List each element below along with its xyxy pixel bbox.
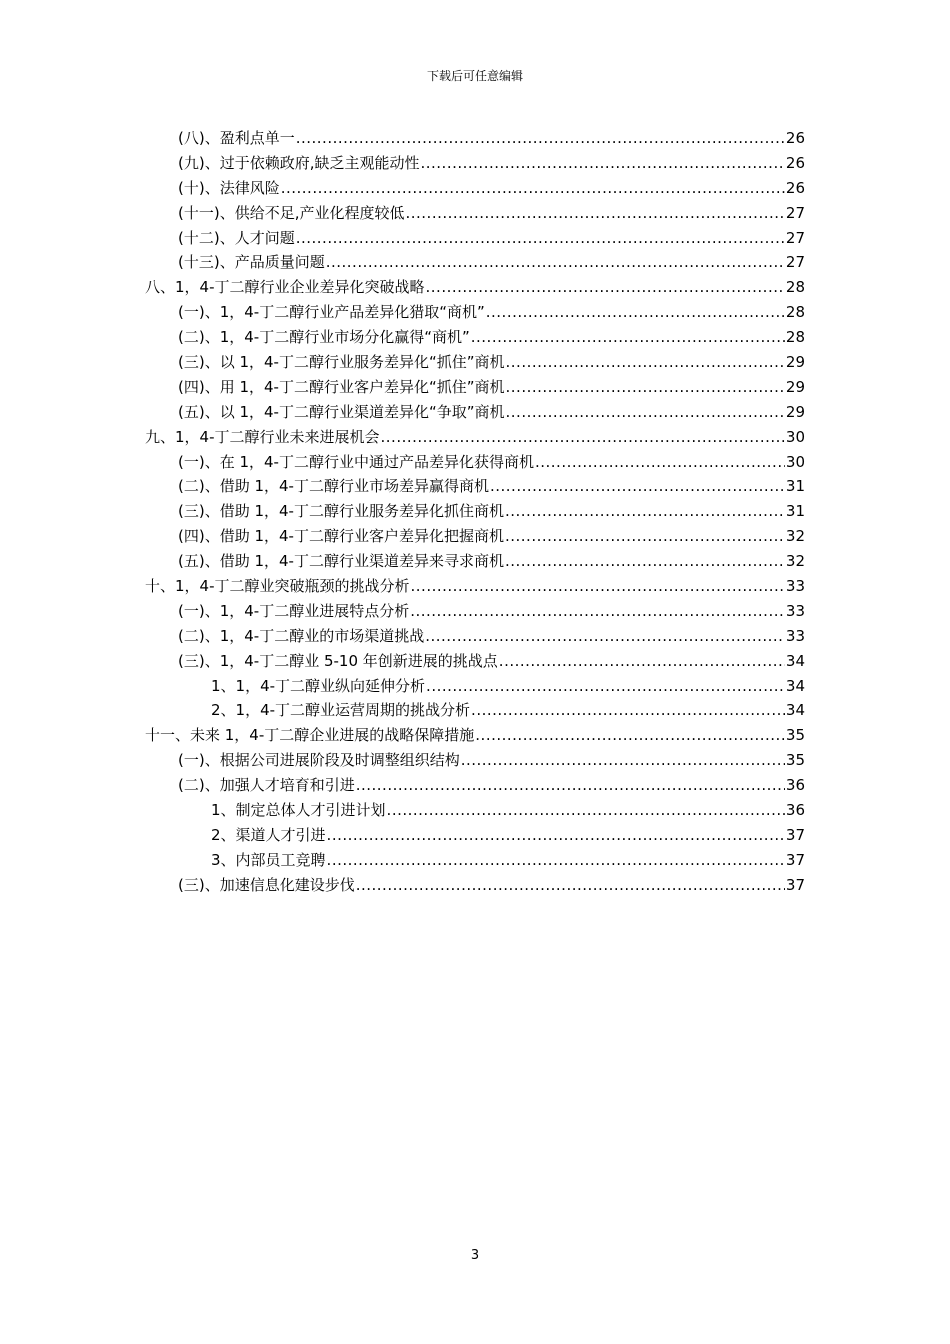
- toc-entry-page: 32: [785, 527, 805, 546]
- toc-entry[interactable]: [145, 798, 805, 823]
- toc-leader-dots: [420, 151, 784, 176]
- toc-entry-title: (十一)、供给不足,产业化程度较低: [178, 203, 405, 222]
- toc-entry[interactable]: [145, 599, 805, 624]
- toc-entry-page: 28: [785, 303, 805, 322]
- toc-entry[interactable]: [145, 649, 805, 674]
- toc-entry-title: 十、1，4-丁二醇业突破瓶颈的挑战分析: [145, 577, 410, 596]
- toc-entry[interactable]: [145, 350, 805, 375]
- toc-leader-dots: [387, 798, 785, 823]
- toc-entry-page: 31: [785, 502, 805, 521]
- toc-leader-dots: [281, 176, 785, 201]
- toc-entry[interactable]: [145, 474, 805, 499]
- toc-entry[interactable]: [145, 499, 805, 524]
- toc-entry-title: 2、渠道人才引进: [211, 825, 326, 844]
- toc-leader-dots: [296, 226, 785, 251]
- toc-leader-dots: [326, 250, 785, 275]
- toc-leader-dots: [405, 201, 784, 226]
- toc-entry-page: 29: [785, 377, 805, 396]
- toc-entry[interactable]: [145, 176, 805, 201]
- toc-leader-dots: [505, 499, 785, 524]
- toc-entry[interactable]: [145, 624, 805, 649]
- toc-entry-page: 37: [785, 850, 805, 869]
- toc-entry-page: 36: [785, 776, 805, 795]
- toc-leader-dots: [471, 325, 785, 350]
- toc-leader-dots: [461, 748, 785, 773]
- toc-leader-dots: [356, 873, 785, 898]
- toc-entry-title: (三)、以 1，4-丁二醇行业服务差异化“抓住”商机: [178, 353, 505, 372]
- toc-entry-title: (九)、过于依赖政府,缺乏主观能动性: [178, 153, 420, 172]
- toc-entry[interactable]: [145, 250, 805, 275]
- toc-entry[interactable]: [145, 300, 805, 325]
- toc-entry-title: (五)、借助 1，4-丁二醇行业渠道差异来寻求商机: [178, 552, 504, 571]
- toc-entry-title: (一)、根据公司进展阶段及时调整组织结构: [178, 751, 460, 770]
- toc-leader-dots: [506, 400, 785, 425]
- toc-entry-page: 26: [785, 153, 805, 172]
- toc-entry[interactable]: [145, 698, 805, 723]
- toc-entry-page: 33: [785, 626, 805, 645]
- toc-leader-dots: [381, 425, 785, 450]
- toc-entry-page: 26: [785, 178, 805, 197]
- toc-entry[interactable]: [145, 574, 805, 599]
- toc-entry[interactable]: [145, 848, 805, 873]
- toc-leader-dots: [296, 126, 785, 151]
- toc-entry-title: (四)、借助 1，4-丁二醇行业客户差异化把握商机: [178, 527, 504, 546]
- toc-entry[interactable]: [145, 201, 805, 226]
- toc-entry-page: 35: [785, 726, 805, 745]
- toc-entry[interactable]: [145, 226, 805, 251]
- toc-leader-dots: [426, 275, 785, 300]
- toc-entry-page: 26: [785, 129, 805, 147]
- toc-entry[interactable]: [145, 748, 805, 773]
- page-number: 3: [470, 1248, 480, 1263]
- toc-entry[interactable]: [145, 524, 805, 549]
- toc-entry-page: 32: [785, 552, 805, 571]
- toc-entry-title: 十一、未来 1，4-丁二醇企业进展的战略保障措施: [145, 726, 475, 745]
- toc-leader-dots: [499, 649, 785, 674]
- toc-entry[interactable]: [145, 375, 805, 400]
- toc-entry[interactable]: [145, 549, 805, 574]
- toc-entry[interactable]: [145, 325, 805, 350]
- toc-entry-page: 37: [785, 875, 805, 894]
- toc-entry-title: (十二)、人才问题: [178, 228, 295, 247]
- toc-entry-page: 30: [785, 452, 805, 471]
- toc-entry[interactable]: [145, 425, 805, 450]
- toc-leader-dots: [506, 375, 785, 400]
- toc-entry[interactable]: [145, 773, 805, 798]
- toc-entry-title: (一)、在 1，4-丁二醇行业中通过产品差异化获得商机: [178, 452, 534, 471]
- toc-entry-title: (一)、1，4-丁二醇业进展特点分析: [178, 601, 410, 620]
- toc-entry[interactable]: [145, 275, 805, 300]
- toc-leader-dots: [426, 674, 785, 699]
- toc-entry-title: (五)、以 1，4-丁二醇行业渠道差异化“争取”商机: [178, 402, 505, 421]
- toc-entry-title: (四)、用 1，4-丁二醇行业客户差异化“抓住”商机: [178, 377, 505, 396]
- toc-entry-title: 3、内部员工竞聘: [211, 850, 326, 869]
- table-of-contents: [145, 126, 805, 898]
- toc-entry-title: (十三)、产品质量问题: [178, 253, 325, 272]
- toc-entry-page: 27: [785, 203, 805, 222]
- toc-entry[interactable]: [145, 151, 805, 176]
- toc-entry-title: (三)、借助 1，4-丁二醇行业服务差异化抓住商机: [178, 502, 504, 521]
- toc-entry-page: 37: [785, 825, 805, 844]
- toc-leader-dots: [505, 524, 785, 549]
- toc-entry[interactable]: [145, 400, 805, 425]
- toc-entry-title: (一)、1，4-丁二醇行业产品差异化猎取“商机”: [178, 303, 485, 322]
- page-header: 下载后可任意编辑: [426, 69, 523, 83]
- toc-leader-dots: [490, 474, 785, 499]
- toc-entry-title: (三)、1，4-丁二醇业 5-10 年创新进展的挑战点: [178, 651, 498, 670]
- toc-entry[interactable]: [145, 723, 805, 748]
- toc-entry[interactable]: [145, 126, 805, 151]
- toc-leader-dots: [535, 450, 785, 475]
- toc-entry-title: (三)、加速信息化建设步伐: [178, 875, 355, 894]
- toc-entry-title: (八)、盈利点单一: [178, 129, 295, 147]
- toc-entry-page: 27: [785, 253, 805, 272]
- toc-leader-dots: [505, 549, 785, 574]
- toc-leader-dots: [410, 599, 785, 624]
- toc-entry-title: (二)、1，4-丁二醇行业市场分化赢得“商机”: [178, 328, 470, 347]
- toc-entry-title: (二)、加强人才培育和引进: [178, 776, 355, 795]
- toc-leader-dots: [471, 698, 785, 723]
- toc-leader-dots: [486, 300, 785, 325]
- toc-leader-dots: [425, 624, 785, 649]
- toc-entry-page: 34: [785, 701, 805, 720]
- toc-entry-page: 35: [785, 751, 805, 770]
- toc-entry-title: 1、1，4-丁二醇业纵向延伸分析: [211, 676, 426, 695]
- toc-leader-dots: [411, 574, 785, 599]
- toc-leader-dots: [506, 350, 785, 375]
- toc-entry-page: 30: [785, 427, 805, 446]
- toc-entry[interactable]: [145, 450, 805, 475]
- toc-entry-page: 27: [785, 228, 805, 247]
- toc-entry-page: 36: [785, 801, 805, 820]
- toc-entry-title: 2、1，4-丁二醇业运营周期的挑战分析: [211, 701, 471, 720]
- toc-leader-dots: [327, 848, 785, 873]
- toc-entry-page: 28: [785, 328, 805, 347]
- toc-entry[interactable]: [145, 823, 805, 848]
- toc-leader-dots: [475, 723, 785, 748]
- toc-entry-page: 28: [785, 278, 805, 297]
- toc-entry-page: 29: [785, 402, 805, 421]
- toc-entry-title: 九、1，4-丁二醇行业未来进展机会: [145, 427, 380, 446]
- toc-entry[interactable]: [145, 873, 805, 898]
- toc-entry-title: (二)、借助 1，4-丁二醇行业市场差异赢得商机: [178, 477, 489, 496]
- toc-entry-title: 八、1，4-丁二醇行业企业差异化突破战略: [145, 278, 425, 297]
- toc-entry-page: 31: [785, 477, 805, 496]
- toc-entry-title: (十)、法律风险: [178, 178, 280, 197]
- toc-leader-dots: [356, 773, 785, 798]
- toc-entry[interactable]: [145, 674, 805, 699]
- toc-leader-dots: [327, 823, 785, 848]
- toc-entry-page: 33: [785, 577, 805, 596]
- toc-entry-title: (二)、1，4-丁二醇业的市场渠道挑战: [178, 626, 425, 645]
- toc-entry-page: 34: [785, 651, 805, 670]
- toc-entry-page: 34: [785, 676, 805, 695]
- toc-entry-title: 1、制定总体人才引进计划: [211, 801, 386, 820]
- toc-entry-page: 33: [785, 601, 805, 620]
- toc-entry-page: 29: [785, 353, 805, 372]
